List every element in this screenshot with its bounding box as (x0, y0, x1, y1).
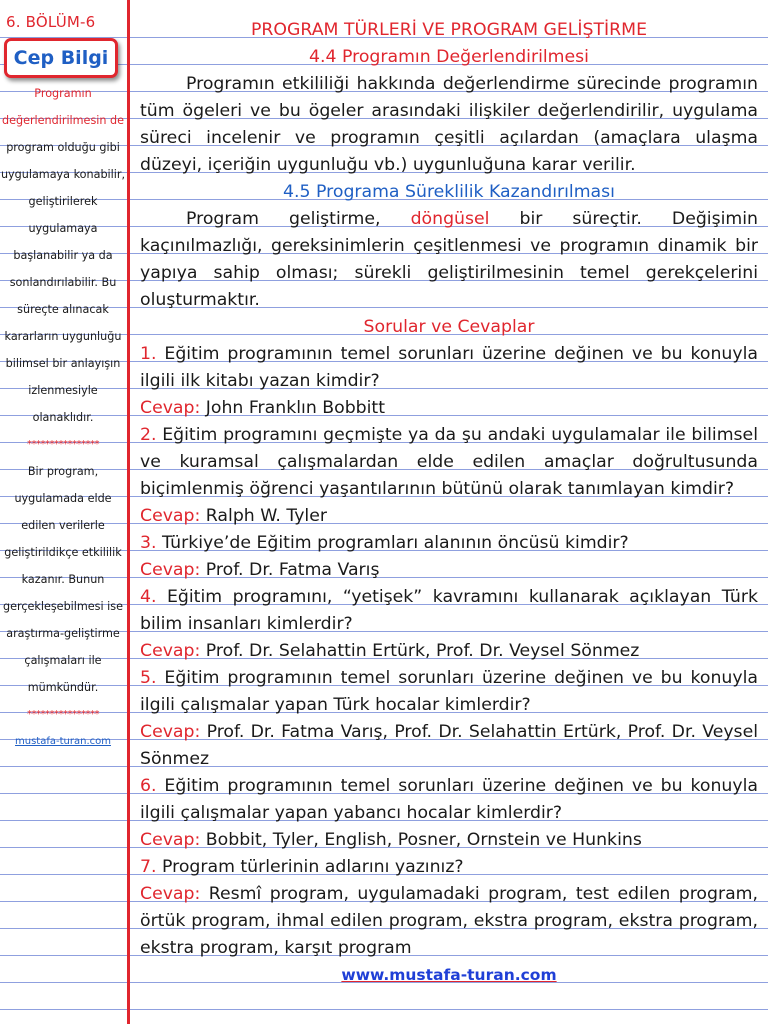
answer-item (140, 395, 758, 422)
section-text-continuity (140, 206, 758, 314)
answer-label: Cevap: (140, 560, 201, 580)
answer-label: Cevap: (140, 830, 201, 850)
question-number: 2. (140, 425, 157, 445)
sidebar-divider-2: **************** (27, 709, 99, 720)
section-text-evaluation: Programın etkililiği hakkında değerlendirme sürecinde programın tüm ögeleri ve bu ögeler arasındaki ilişkiler değerlendirilir, uygulama süreci incelenir ve programın çeşitli açılardan (amaçlara ulaşma düzeyi, içeriğin uygunluğu vb.) uygunluğuna karar verilir. (140, 74, 758, 175)
question-text: Eğitim programının temel sorunları üzerine değinen ve bu konuyla ilgili ilk kitabı yazan kimdir? (140, 344, 758, 391)
question-number: 4. (140, 587, 157, 607)
question-item (140, 422, 758, 503)
footer (140, 962, 758, 989)
answer-item (140, 557, 758, 584)
answer-label: Cevap: (140, 641, 201, 661)
answer-item (140, 719, 758, 773)
answer-text: Prof. Dr. Fatma Varış, Prof. Dr. Selahattin Ertürk, Prof. Dr. Veysel Sönmez (140, 722, 758, 769)
answer-item (140, 881, 758, 962)
page-title: PROGRAM TÜRLERİ VE PROGRAM GELİŞTİRME (251, 20, 647, 40)
margin-line (127, 0, 130, 1024)
sidebar-highlight: Programın değerlendirilmesin de (1, 87, 125, 127)
answer-item (140, 638, 758, 665)
question-number: 5. (140, 668, 157, 688)
continuity-text-end: bir süreçtir. Değişimin kaçınılmazlığı, gereksinimlerin çeşitlenmesi ve programın dinamik bir yapıya sahip olması; sürekli geliştirilmesinin temel gerekçelerini oluşturmaktır. (140, 209, 758, 310)
answer-item (140, 503, 758, 530)
answer-label: Cevap: (140, 722, 201, 742)
qa-list (140, 341, 758, 962)
question-text: Eğitim programını, “yetişek” kavramını kullanarak açıklayan Türk bilim insanları kimlerdir? (140, 587, 758, 634)
chapter-label: 6. BÖLÜM-6 (6, 13, 96, 31)
question-text: Türkiye’de Eğitim programları alanının öncüsü kimdir? (156, 533, 629, 553)
highlight-word: döngüsel (410, 209, 490, 229)
answer-text: Ralph W. Tyler (200, 506, 327, 526)
question-item (140, 530, 758, 557)
sidebar-divider-1: **************** (27, 439, 99, 450)
question-item (140, 665, 758, 719)
answer-item (140, 827, 758, 854)
question-item (140, 773, 758, 827)
answer-label: Cevap: (140, 398, 201, 418)
sidebar-note (0, 80, 126, 755)
continuity-text-start: Program geliştirme, (186, 209, 411, 229)
main-content (140, 17, 758, 989)
question-item (140, 341, 758, 395)
question-text: Eğitim programını geçmişte ya da şu andaki uygulamalar ile bilimsel ve kuramsal çalışmalardan elde edilen amaçlar doğrultusunda biçimlenmiş öğrenci yaşantılarının bütünü olarak tanımlayan kimdir? (140, 425, 758, 499)
sidebar-website-link[interactable]: mustafa-turan.com (15, 736, 111, 747)
answer-text: Resmî program, uygulamadaki program, test edilen program, örtük program, ihmal edilen program, ekstra program, ekstra program, ekstra program, karşıt program (140, 884, 758, 958)
answer-label: Cevap: (140, 884, 201, 904)
sidebar-paragraph-2: Bir program, uygulamada elde edilen verilerle geliştirildikçe etkililik kazanır. Bunun gerçekleşebilmesi ise araştırma-geliştirme çalışmaları ile mümkündür. (3, 465, 123, 694)
cep-bilgi-badge: Cep Bilgi (4, 38, 118, 78)
question-text: Eğitim programının temel sorunları üzerine değinen ve bu konuyla ilgili çalışmalar yapan yabancı hocalar kimlerdir? (140, 776, 758, 823)
question-text: Eğitim programının temel sorunları üzerine değinen ve bu konuyla ilgili çalışmalar yapan Türk hocalar kimlerdir? (140, 668, 758, 715)
qa-title: Sorular ve Cevaplar (363, 317, 535, 337)
answer-label: Cevap: (140, 506, 201, 526)
question-number: 1. (140, 344, 157, 364)
section-title-continuity: 4.5 Programa Süreklilik Kazandırılması (283, 182, 615, 202)
footer-website-link[interactable]: www.mustafa-turan.com (341, 966, 557, 984)
question-number: 6. (140, 776, 157, 796)
question-item (140, 854, 758, 881)
question-number: 7. (140, 857, 157, 877)
answer-text: Prof. Dr. Selahattin Ertürk, Prof. Dr. Veysel Sönmez (200, 641, 640, 661)
question-number: 3. (140, 533, 157, 553)
section-title-evaluation: 4.4 Programın Değerlendirilmesi (309, 47, 589, 67)
question-item (140, 584, 758, 638)
question-text: Program türlerinin adlarını yazınız? (156, 857, 464, 877)
sidebar-paragraph-1 (0, 80, 126, 431)
answer-text: Prof. Dr. Fatma Varış (200, 560, 380, 580)
sidebar-text-1: program olduğu gibi uygulamaya konabilir, geliştirilerek uygulamaya başlanabilir ya da sonlandırılabilir. Bu süreçte alınacak kararların uygunluğu bilimsel bir anlayışın izlenmesiyle olanaklıdır. (0, 141, 126, 424)
answer-text: Bobbit, Tyler, English, Posner, Ornstein ve Hunkins (200, 830, 642, 850)
answer-text: John Franklın Bobbitt (200, 398, 385, 418)
